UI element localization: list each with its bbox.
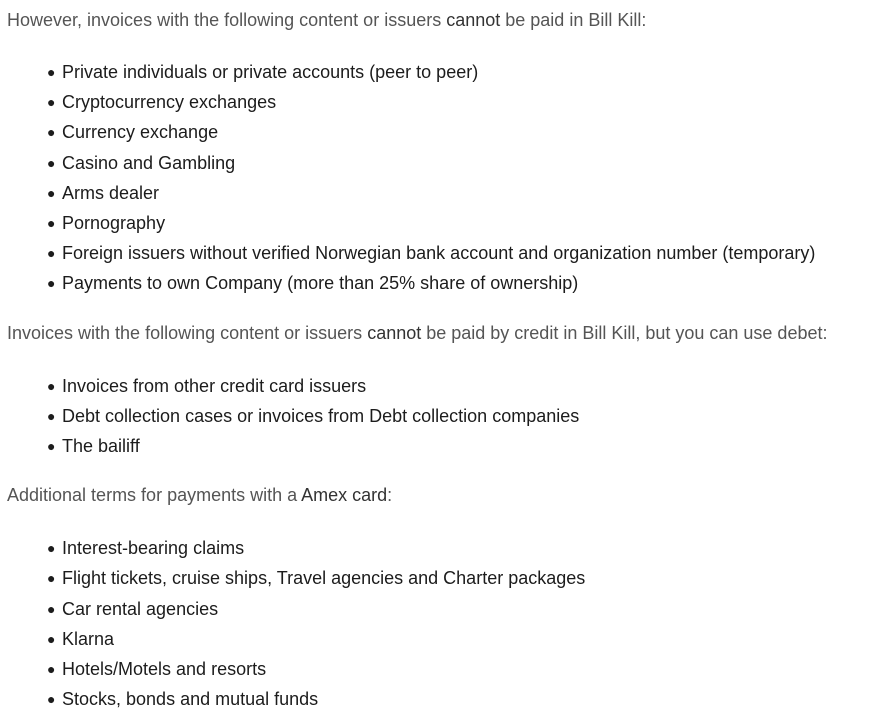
list-item — [47, 624, 870, 654]
bullet-icon: ● — [47, 215, 56, 232]
section1-intro-emphasis: cannot — [446, 10, 501, 30]
bullet-icon: ● — [47, 275, 56, 292]
list-item-text: The bailiff — [62, 436, 140, 457]
bullet-icon: ● — [47, 540, 56, 557]
section1-intro-before: However, invoices with the following content or issuers — [7, 10, 447, 30]
list-item-text: Foreign issuers without verified Norwegian bank account and organization number (temporary) — [62, 243, 816, 264]
list-item — [47, 178, 870, 208]
section2-intro-after: be paid by credit in Bill Kill, but you can use debet: — [421, 322, 828, 343]
bullet-icon: ● — [47, 64, 56, 80]
list-item — [47, 684, 870, 714]
section2-intro-before: Invoices with the following content or issuers — [7, 322, 368, 343]
list-item-text: Casino and Gambling — [62, 152, 236, 173]
list-item-text: Arms dealer — [62, 182, 160, 203]
list-item-text: Cryptocurrency exchanges — [62, 92, 277, 113]
list-item — [47, 371, 870, 401]
list-item — [47, 57, 870, 87]
list-item-text: Currency exchange — [62, 122, 219, 143]
bullet-icon: ● — [47, 94, 56, 111]
section2-list — [7, 371, 870, 462]
list-item-text: Flight tickets, cruise ships, Travel agencies and Charter packages — [62, 568, 586, 589]
list-item — [47, 594, 870, 624]
list-item-text: Private individuals or private accounts (peer to peer) — [62, 62, 479, 82]
section2-intro-emphasis: cannot — [367, 322, 422, 343]
list-item-text: Invoices from other credit card issuers — [62, 375, 367, 396]
list-item-text: Hotels/Motels and resorts — [62, 659, 267, 680]
section1-list — [7, 57, 870, 299]
bullet-icon: ● — [47, 570, 56, 587]
list-item-text: Pornography — [62, 213, 166, 234]
bullet-icon: ● — [47, 245, 56, 262]
bullet-icon: ● — [47, 438, 56, 455]
bullet-icon: ● — [47, 154, 56, 171]
list-item-text: Debt collection cases or invoices from Debt collection companies — [62, 405, 580, 426]
list-item — [47, 208, 870, 238]
list-item — [47, 268, 870, 298]
list-item — [47, 401, 870, 431]
list-item — [47, 117, 870, 147]
bullet-icon: ● — [47, 630, 56, 647]
section3-intro — [7, 483, 870, 507]
section3-intro-before: Additional terms for payments with a — [7, 485, 302, 506]
list-item-text: Stocks, bonds and mutual funds — [62, 689, 319, 710]
list-item — [47, 654, 870, 684]
section3-intro-after: : — [387, 485, 393, 506]
list-item-text: Payments to own Company (more than 25% share of ownership) — [62, 273, 579, 294]
bullet-icon: ● — [47, 407, 56, 424]
bullet-icon: ● — [47, 600, 56, 617]
section2-intro — [7, 321, 870, 345]
list-item — [47, 533, 870, 563]
bullet-icon: ● — [47, 661, 56, 678]
list-item — [47, 148, 870, 178]
section1-intro-after: be paid in Bill Kill: — [500, 10, 647, 30]
terms-content — [0, 8, 870, 714]
list-item — [47, 238, 870, 268]
list-item-text: Car rental agencies — [62, 598, 219, 619]
bullet-icon: ● — [47, 124, 56, 141]
list-item-text: Klarna — [62, 628, 115, 649]
list-item — [47, 563, 870, 593]
list-item — [47, 87, 870, 117]
section3-intro-emphasis: Amex card — [301, 485, 388, 506]
section1-intro — [7, 8, 870, 32]
list-item-text: Interest-bearing claims — [62, 538, 245, 559]
bullet-icon: ● — [47, 377, 56, 394]
bullet-icon: ● — [47, 691, 56, 708]
list-item — [47, 431, 870, 461]
bullet-icon: ● — [47, 184, 56, 201]
section3-list — [7, 533, 870, 714]
